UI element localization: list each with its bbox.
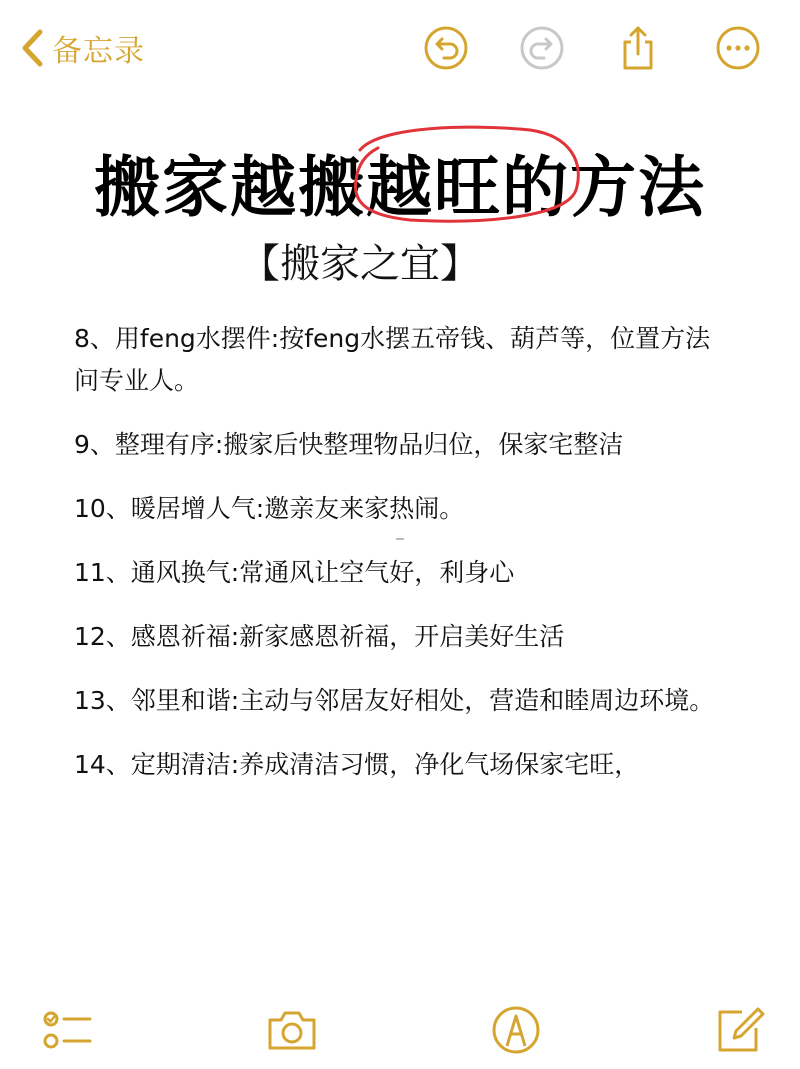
compose-button[interactable] [714,1004,766,1056]
checklist-icon [40,1004,92,1056]
list-item: 14、定期清洁:养成清洁习惯，净化气场保家宅旺， [74,750,640,779]
more-button[interactable] [714,24,762,72]
note-body[interactable] [74,318,734,808]
list-item: 9、整理有序:搬家后快整理物品归位，保家宅整洁 [74,430,624,459]
list-item: 8、用feng水摆件:按feng水摆五帝钱、葫芦等，位置方法问专业人。 [74,324,711,395]
bottom-toolbar [0,990,800,1069]
markup-button[interactable] [490,1004,542,1056]
markup-pen-icon [490,1004,542,1056]
redo-button[interactable] [518,24,566,72]
chevron-left-icon [20,28,44,68]
compose-icon [714,1004,766,1056]
list-item: 11、通风换气:常通风让空气好，利身心 [74,558,515,587]
note-subtitle: 【搬家之宜】 [240,241,480,287]
checklist-button[interactable] [40,1004,92,1056]
redo-icon [518,24,566,72]
back-label: 备忘录 [52,34,145,69]
back-button[interactable] [20,26,145,70]
undo-icon [422,24,470,72]
note-title: 搬家越搬越旺的方法 [94,149,706,226]
share-button[interactable] [614,24,662,72]
highlight-circle-mark [0,120,800,230]
text-cursor-speck [396,538,404,540]
list-item: 12、感恩祈福:新家感恩祈福，开启美好生活 [74,622,565,651]
undo-button[interactable] [422,24,470,72]
top-toolbar [0,0,800,100]
list-item: 10、暖居增人气:邀亲友来家热闹。 [74,494,465,523]
share-icon [614,24,662,72]
more-icon [714,24,762,72]
camera-icon [266,1004,318,1056]
camera-button[interactable] [266,1004,318,1056]
list-item: 13、邻里和谐:主动与邻居友好相处，营造和睦周边环境。 [74,686,715,715]
title-block [0,120,800,230]
